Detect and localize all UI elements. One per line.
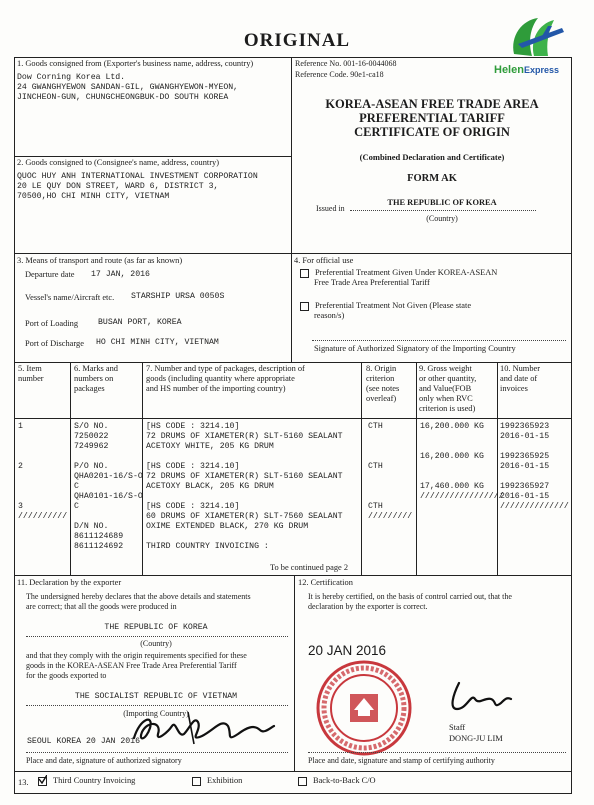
port-loading-value: BUSAN PORT, KOREA — [98, 318, 182, 327]
vessel-label: Vessel's name/Aircraft etc. — [25, 293, 115, 302]
box4-label: 4. For official use — [294, 256, 354, 265]
gross-weights: 16,200.000 KG 16,200.000 KG 17,460.000 KG ///////////////// — [420, 422, 504, 501]
importing-country-caption: (Importing Country) — [123, 709, 189, 718]
back-to-back-checkbox[interactable] — [298, 777, 307, 786]
third-country-invoicing-checkbox[interactable] — [38, 777, 47, 786]
chamber-of-commerce-stamp-icon — [314, 658, 414, 758]
certification-date: 20 JAN 2016 — [308, 643, 387, 658]
produced-country: THE REPUBLIC OF KOREA — [104, 623, 208, 632]
goods-description: [HS CODE : 3214.10] 72 DRUMS OF XIAMETER(R) SLT-5160 SEALANT ACETOXY WHITE, 205 KG DRUM [HS CODE : 3214.10] 72 DRUMS OF XIAMETER(R) SLT-5160 SEALANT ACETOXY BLACK, 205 KG DRUM [HS CODE : 3214.10] 60 DRUMS OF XIAMETER(R) SLT-7560 SEALANT OXIME EXTENDED BLACK, 270 KG DRUM THIRD COUNTRY INVOICING : — [146, 422, 343, 551]
back-to-back-option: Back-to-Back C/O — [298, 776, 376, 786]
port-loading-label: Port of Loading — [25, 319, 79, 328]
consignee-address-line1: 20 LE QUY DON STREET, WARD 6, DISTRICT 3, — [17, 182, 219, 191]
exporter-declaration-text1: The undersigned hereby declares that the above details and statements are correct; that all the goods were produced in — [26, 592, 251, 611]
certification-text: It is hereby certified, on the basis of control carried out, that the declaration by the exporter is correct. — [308, 592, 512, 611]
col-marks-header: 6. Marks and numbers on packages — [74, 364, 118, 393]
staff-name: DONG-JU LIM — [449, 734, 503, 743]
port-discharge-value: HO CHI MINH CITY, VIETNAM — [96, 338, 219, 347]
consignee-address-line2: 70500,HO CHI MINH CITY, VIETNAM — [17, 192, 170, 201]
vessel-value: STARSHIP URSA 0050S — [131, 292, 225, 301]
logo-text-express: Express — [523, 65, 559, 75]
preferential-given-option: Preferential Treatment Given Under KOREA-ASEAN — [300, 268, 497, 278]
exhibition-option: Exhibition — [192, 776, 242, 786]
company-logo — [494, 14, 586, 84]
invoice-numbers: 1992365923 2016-01-15 1992365925 2016-01-15 1992365927 2016-01-15 ////////////// — [500, 422, 569, 511]
preferential-given-text2: Free Trade Area Preferential Tariff — [314, 278, 430, 287]
issued-in-label: Issued in — [316, 204, 345, 213]
box11-label: 11. Declaration by the exporter — [17, 578, 122, 587]
preferential-not-given-text2: reason/s) — [314, 311, 345, 320]
col-invoices-header: 10. Number and date of invoices — [500, 364, 541, 393]
box3-label: 3. Means of transport and route (as far as known) — [17, 256, 183, 265]
staff-label: Staff — [449, 723, 466, 732]
exhibition-checkbox[interactable] — [192, 777, 201, 786]
item-numbers: 1 2 3 ////////// — [18, 422, 68, 521]
col-weight-header: 9. Gross weight or other quantity, and Value(FOB only when RVC criterion is used) — [419, 364, 477, 413]
departure-date-value: 17 JAN, 2016 — [91, 270, 150, 279]
form-name: FORM AK — [407, 173, 457, 184]
produced-country-caption: (Country) — [140, 639, 172, 648]
importing-signatory-caption: Signature of Authorized Signatory of the Importing Country — [314, 344, 516, 353]
preferential-not-given-checkbox[interactable] — [300, 302, 309, 311]
cert-title-line3: CERTIFICATE OF ORIGIN — [354, 125, 510, 139]
box1-label: 1. Goods consigned from (Exporter's business name, address, country) — [17, 59, 254, 68]
exporter-name: Dow Corning Korea Ltd. — [17, 73, 126, 82]
marks-and-numbers: S/O NO. 7250022 7249962 P/O NO. QHA0201-16/S-O C QHA0101-16/S-O C D/N NO. 8611124689 8611124692 — [74, 422, 143, 551]
leaf-airplane-icon — [508, 14, 568, 60]
logo-text-helen: Helen — [494, 64, 524, 76]
exporter-address-line1: 24 GWANGHYEWON SANDAN-GIL, GWANGHYEWON-MYEON, — [17, 83, 239, 92]
port-discharge-label: Port of Discharge — [25, 339, 84, 348]
origin-criteria: CTH CTH CTH ///////// — [368, 422, 413, 521]
exporter-address-line2: JINCHEON-GUN, CHUNGCHEONGBUK-DO SOUTH KOREA — [17, 93, 229, 102]
consignee-name: QUOC HUY ANH INTERNATIONAL INVESTMENT CORPORATION — [17, 172, 258, 181]
exporter-signature-caption: Place and date, signature of authorized signatory — [26, 756, 182, 765]
col-origin-header: 8. Origin criterion (see notes overleaf) — [366, 364, 400, 403]
exporter-declaration-text2: and that they comply with the origin requirements specified for these goods in the KOREA-ASEAN Free Trade Area Preferential Tariff for the goods exported to — [26, 651, 247, 680]
continued-note: To be continued page 2 — [270, 563, 349, 572]
col-item-number-header: 5. Item number — [18, 364, 44, 383]
cert-subtitle: (Combined Declaration and Certificate) — [359, 152, 505, 162]
box2-label: 2. Goods consigned to (Consignee's name, address, country) — [17, 158, 220, 167]
box12-label: 12. Certification — [298, 578, 353, 587]
preferential-not-given-option: Preferential Treatment Not Given (Please state — [300, 301, 471, 311]
certifier-signature — [445, 677, 515, 717]
reference-number: Reference No. 001-16-0044068 — [295, 59, 397, 68]
issued-country-caption: (Country) — [426, 214, 458, 223]
departure-date-label: Departure date — [25, 270, 75, 279]
certifier-signature-caption: Place and date, signature and stamp of certifying authority — [308, 756, 495, 765]
issued-in-country: THE REPUBLIC OF KOREA — [387, 198, 497, 207]
box13-label: 13. — [18, 778, 29, 787]
exporter-place-date: SEOUL KOREA 20 JAN 2016 — [27, 737, 141, 746]
col-description-header: 7. Number and type of packages, description of goods (including quantity where appropriate and HS number of the importing country) — [146, 364, 305, 393]
exporter-signature — [128, 708, 278, 748]
cert-title-line2: PREFERENTIAL TARIFF — [359, 111, 505, 125]
third-country-invoicing-option: Third Country Invoicing — [38, 776, 135, 786]
reference-code: Reference Code. 90e1-ca18 — [295, 70, 384, 79]
cert-title-line1: KOREA-ASEAN FREE TRADE AREA — [325, 97, 539, 111]
document-title: ORIGINAL — [243, 30, 351, 51]
importing-country: THE SOCIALIST REPUBLIC OF VIETNAM — [74, 692, 238, 701]
preferential-given-checkbox[interactable] — [300, 269, 309, 278]
